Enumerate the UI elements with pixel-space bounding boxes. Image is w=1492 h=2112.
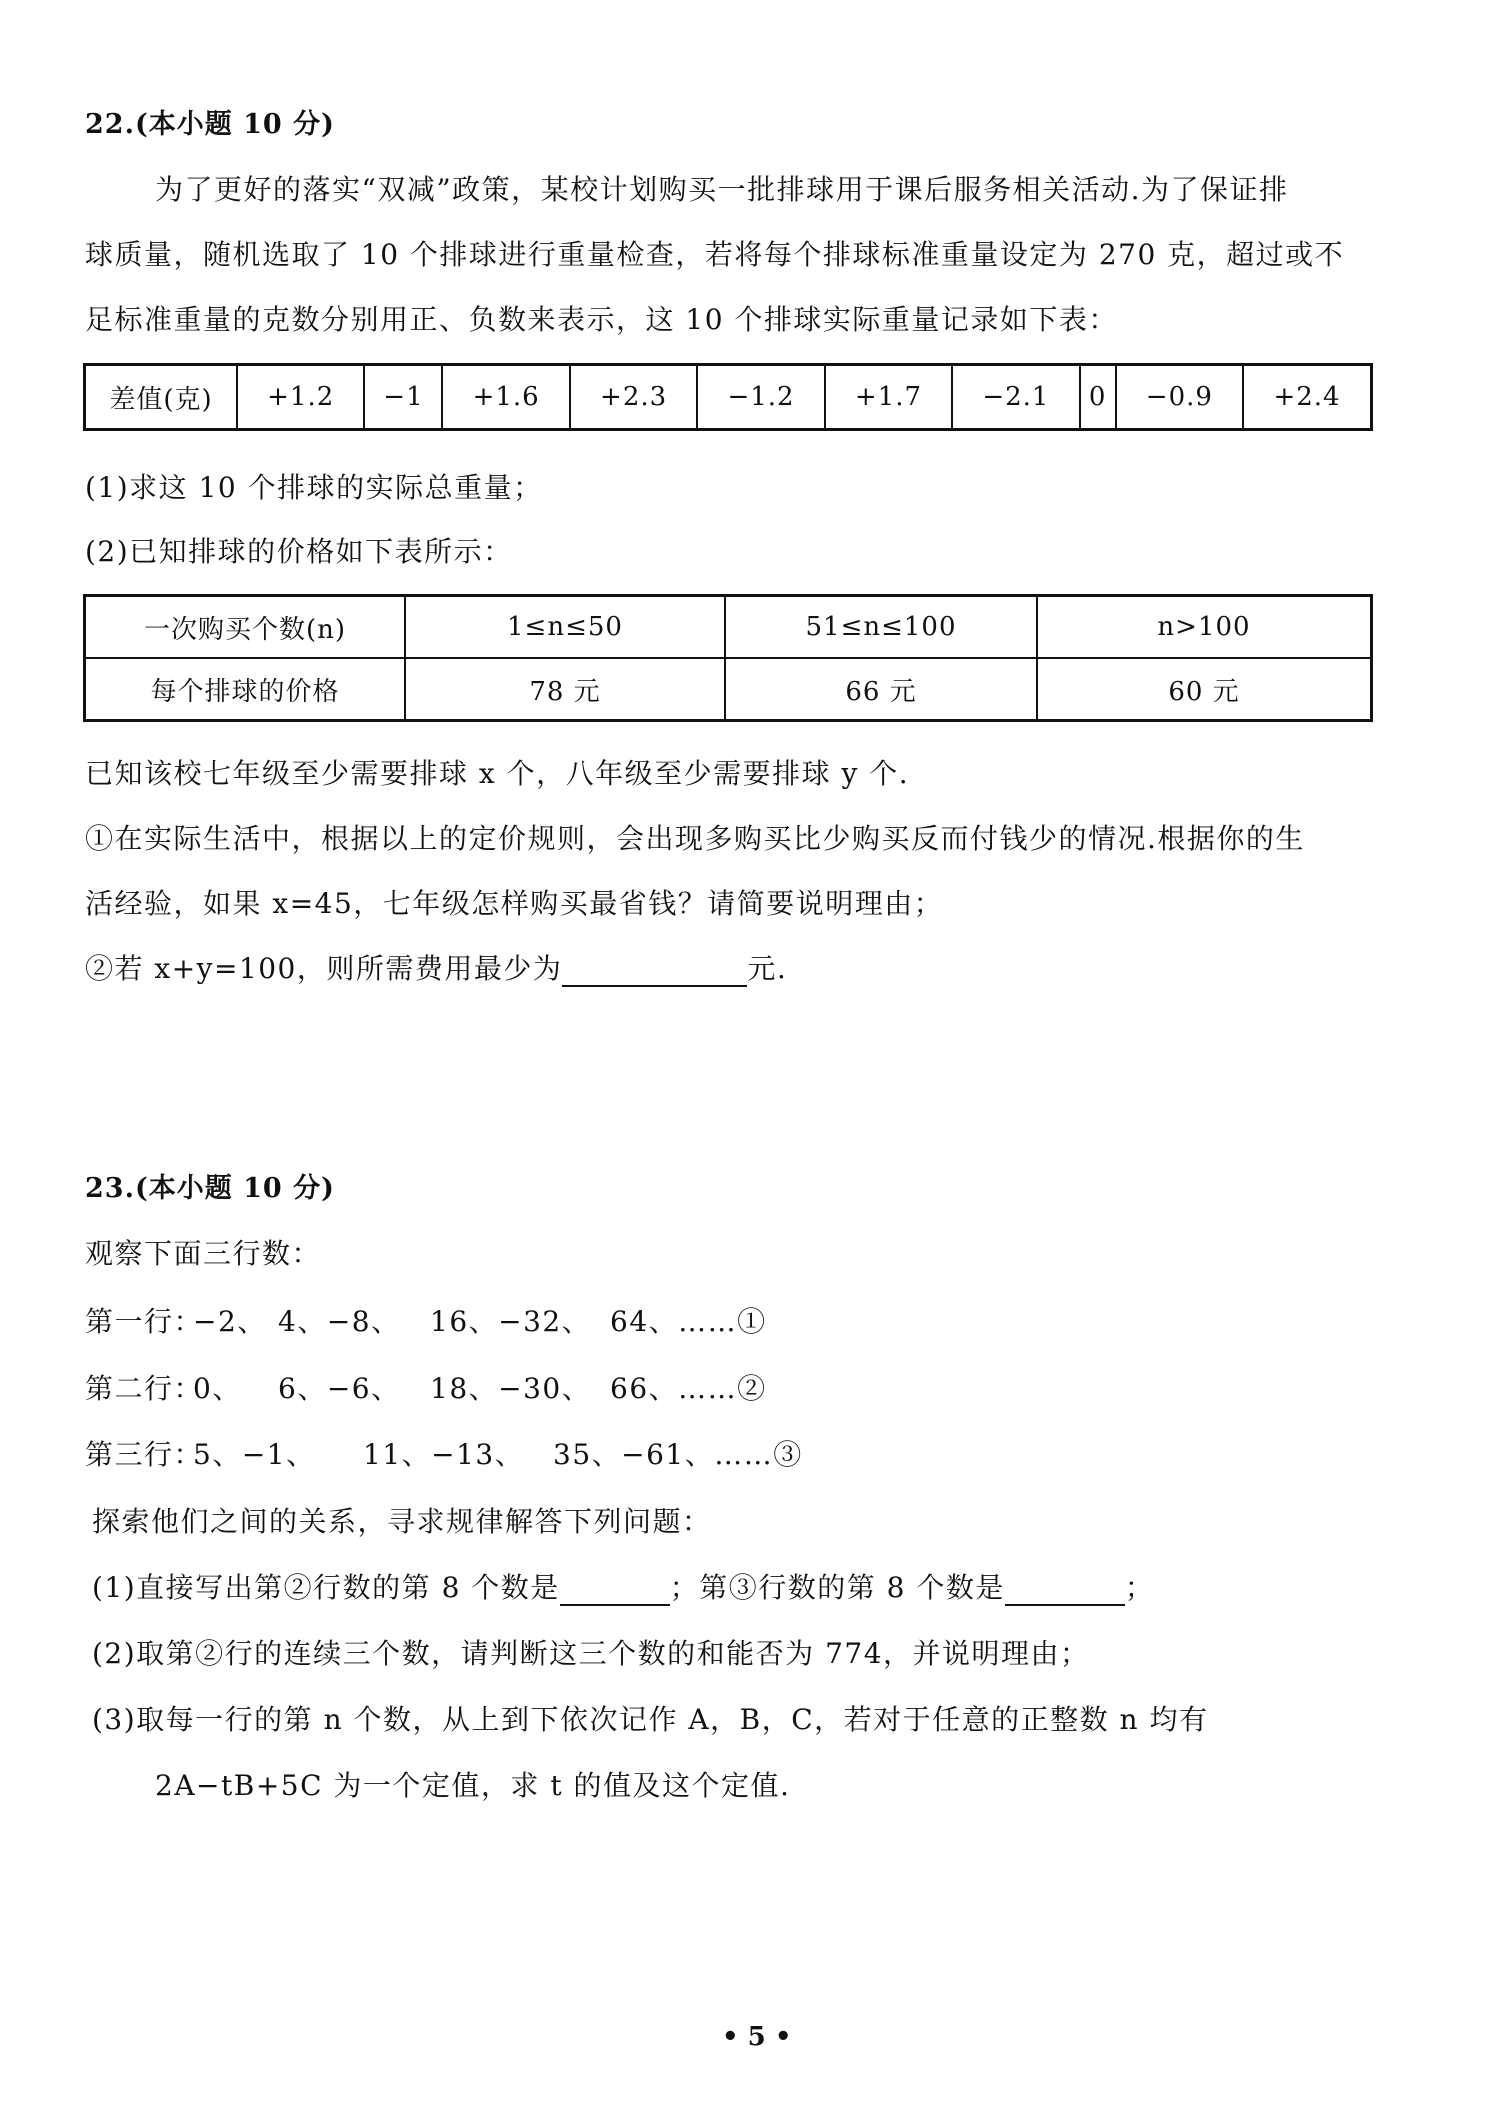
q22-intro-line-1: 为了更好的落实“双减”政策，某校计划购买一批排球用于课后服务相关活动.为了保证排	[155, 173, 1289, 206]
table-cell: −0.9	[1116, 365, 1243, 430]
q23-part-1-end: ；	[1124, 1571, 1155, 1604]
q23-part-2: (2)取第②行的连续三个数，请判断这三个数的和能否为 774，并说明理由；	[92, 1637, 1090, 1670]
row-label: 第一行：	[85, 1305, 204, 1338]
table-cell: +2.3	[570, 365, 697, 430]
q22-sub1-line-1: ①在实际生活中，根据以上的定价规则，会出现多购买比少购买反而付钱少的情况.根据你的生	[85, 822, 1305, 855]
answer-blank	[1005, 1571, 1125, 1606]
table-cell: −1.2	[697, 365, 824, 430]
table-row	[85, 365, 1372, 430]
table-cell: 66 元	[725, 658, 1037, 721]
table-cell: +1.2	[237, 365, 364, 430]
q23-part-3-line-1: (3)取每一行的第 n 个数，从上到下依次记作 A，B，C，若对于任意的正整数 n 均有	[92, 1703, 1209, 1736]
table-cell: +1.7	[825, 365, 952, 430]
q22-intro-line-3: 足标准重量的克数分别用正、负数来表示，这 10 个排球实际重量记录如下表：	[85, 303, 1118, 336]
table-cell: 78 元	[405, 658, 725, 721]
row-number: 35、−61、……③	[553, 1438, 803, 1471]
q22-known: 已知该校七年级至少需要排球 x 个，八年级至少需要排球 y 个.	[85, 757, 910, 790]
row-number: 16、−32、	[430, 1305, 592, 1338]
table-row	[85, 658, 1372, 721]
row-number: 18、−30、	[430, 1372, 592, 1405]
row-number: 5、−1、	[193, 1438, 316, 1471]
q23-part-3-line-2: 2A−tB+5C 为一个定值，求 t 的值及这个定值.	[155, 1769, 791, 1802]
row-number: 64、……①	[610, 1305, 767, 1338]
table-cell: +2.4	[1243, 365, 1371, 430]
table-cell: n>100	[1037, 596, 1372, 659]
row-label: 第二行：	[85, 1372, 204, 1405]
price-table	[83, 594, 1373, 722]
q23-observe: 观察下面三行数：	[85, 1237, 322, 1270]
q22-part-1: (1)求这 10 个排球的实际总重量；	[85, 471, 543, 504]
table-cell: −1	[364, 365, 442, 430]
table-cell: +1.6	[442, 365, 569, 430]
q22-sub1-line-2: 活经验，如果 x=45，七年级怎样购买最省钱？请简要说明理由；	[85, 887, 944, 920]
q23-part-1-text-b: ；第③行数的第 8 个数是	[669, 1571, 1005, 1604]
q23-heading: 23.(本小题 10 分)	[85, 1173, 335, 1204]
table-row	[85, 596, 1372, 659]
weight-difference-table	[83, 363, 1373, 431]
q22-intro-line-2: 球质量，随机选取了 10 个排球进行重量检查，若将每个排球标准重量设定为 270 克，超过或不	[85, 238, 1345, 271]
answer-blank	[562, 952, 747, 987]
row-number: 4、−8、	[278, 1305, 401, 1338]
table-cell: 每个排球的价格	[85, 658, 406, 721]
q22-sub2	[85, 947, 787, 987]
table-cell: 1≤n≤50	[405, 596, 725, 659]
answer-blank	[560, 1571, 670, 1606]
row-number: 6、−6、	[278, 1372, 401, 1405]
q23-row-3	[85, 1433, 803, 1473]
q22-sub2-text: ②若 x+y=100，则所需费用最少为	[85, 952, 563, 985]
table-header-cell: 差值(克)	[85, 365, 238, 430]
q22-heading: 22.(本小题 10 分)	[85, 109, 335, 140]
table-cell: −2.1	[952, 365, 1079, 430]
page-number: • 5 •	[722, 2022, 792, 2052]
table-cell: 0	[1080, 365, 1116, 430]
q23-row-2	[85, 1367, 767, 1407]
q22-sub2-unit: 元.	[747, 952, 788, 985]
row-label: 第三行：	[85, 1438, 204, 1471]
table-cell: 一次购买个数(n)	[85, 596, 406, 659]
q23-explore: 探索他们之间的关系，寻求规律解答下列问题：	[92, 1505, 712, 1538]
q23-row-1	[85, 1300, 767, 1340]
row-number: −2、	[193, 1305, 267, 1338]
q23-part-1	[92, 1566, 1154, 1606]
table-cell: 51≤n≤100	[725, 596, 1037, 659]
q22-part-2: (2)已知排球的价格如下表所示：	[85, 535, 513, 568]
row-number: 66、……②	[610, 1372, 767, 1405]
q23-part-1-text: (1)直接写出第②行数的第 8 个数是	[92, 1571, 560, 1604]
row-number: 11、−13、	[363, 1438, 525, 1471]
row-number: 0、	[193, 1372, 242, 1405]
table-cell: 60 元	[1037, 658, 1372, 721]
